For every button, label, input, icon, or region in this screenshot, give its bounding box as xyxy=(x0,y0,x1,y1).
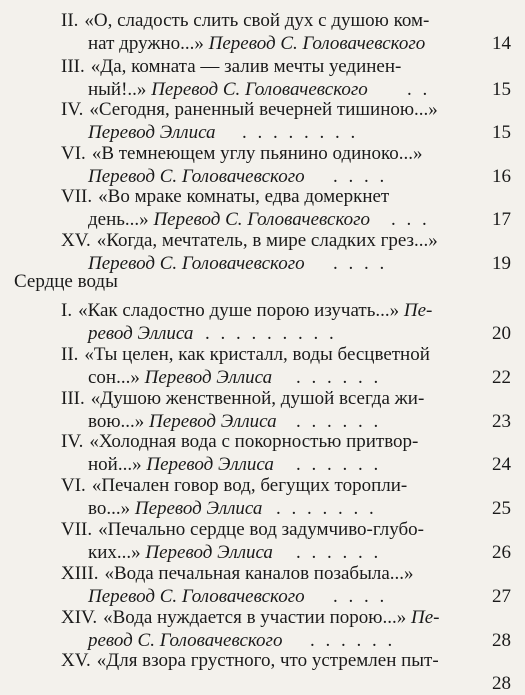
entry-page-number: 14 xyxy=(492,33,511,54)
entry-first-line xyxy=(61,475,407,497)
entry-first-line xyxy=(61,431,418,453)
entry-page-number: 25 xyxy=(492,498,511,519)
entry-translator: Перевод Эллиса xyxy=(134,498,263,519)
entry-number: VI. xyxy=(61,475,86,496)
entry-translator: Перевод Эллиса xyxy=(144,367,273,388)
entry-title-cont: нат дружно...» xyxy=(88,33,209,54)
entry-title-cont: вою...» xyxy=(88,411,150,432)
entry-translator: Перевод Эллиса xyxy=(88,122,216,143)
entry-first-line xyxy=(61,186,389,208)
entry-number: VII. xyxy=(61,186,93,207)
entry-number: VI. xyxy=(61,143,86,164)
leader-dots: . . . . . . xyxy=(296,367,379,388)
entry-page-number: 26 xyxy=(492,542,511,563)
entry-page-number: 27 xyxy=(492,586,511,607)
entry-first-line xyxy=(61,56,401,78)
leader-dots: . . . . xyxy=(333,253,385,274)
entry-translator: Перевод Эллиса xyxy=(149,411,277,432)
entry-second-line xyxy=(88,79,368,101)
leader-dots: . . . . . . . xyxy=(276,498,374,519)
entry-translator-start: Пе- xyxy=(410,607,440,628)
entry-page-number: 20 xyxy=(492,323,511,344)
entry-page-number: 19 xyxy=(492,253,511,274)
entry-number: XIV. xyxy=(61,607,98,628)
entry-number: I. xyxy=(61,300,73,321)
leader-dots: . . . . xyxy=(333,586,385,607)
entry-translator: ревод Эллиса xyxy=(88,323,194,344)
entry-title-line: «О, сладость слить свой дух с душою ком- xyxy=(84,10,430,31)
entry-number: II. xyxy=(61,344,79,365)
entry-title-line: «Холодная вода с покорностью притвор- xyxy=(89,431,419,452)
entry-number: IV. xyxy=(61,431,84,452)
entry-page-number: 28 xyxy=(492,630,511,651)
entry-title-line: «Для взора грустного, что устремлен пыт- xyxy=(96,650,439,671)
entry-number: III. xyxy=(61,388,85,409)
entry-title-cont: ный!..» xyxy=(88,79,152,100)
entry-number: XV. xyxy=(61,230,91,251)
entry-second-line xyxy=(88,630,282,652)
leader-dots: . . . . . . xyxy=(310,630,393,651)
entry-title-cont: во...» xyxy=(88,498,135,519)
entry-translator: Перевод С. Головачевского xyxy=(151,79,368,100)
entry-first-line xyxy=(61,344,430,366)
entry-page-number: 16 xyxy=(492,166,511,187)
entry-number: XIII. xyxy=(61,563,99,584)
entry-translator: Перевод С. Головачевского xyxy=(208,33,426,54)
entry-number: VII. xyxy=(61,519,93,540)
entry-second-line xyxy=(88,323,193,345)
entry-second-line xyxy=(88,33,425,55)
entry-title-line: «В темнеющем углу пьянино одиноко...» xyxy=(91,143,423,164)
entry-page-number: 15 xyxy=(492,79,511,100)
leader-dots: . . . . . . xyxy=(296,411,379,432)
entry-first-line xyxy=(61,143,423,165)
entry-second-line xyxy=(88,454,274,476)
entry-page-number: 22 xyxy=(492,367,511,388)
leader-dots: . . . . . . xyxy=(296,454,379,475)
entry-title-cont: день...» xyxy=(88,209,154,230)
entry-first-line xyxy=(61,563,414,585)
entry-number: IV. xyxy=(61,99,84,120)
entry-title-line: «Душою женственной, душой всегда жи- xyxy=(90,388,425,409)
entry-second-line xyxy=(88,209,370,231)
leader-dots: . . . . . . xyxy=(296,542,379,563)
leader-dots: . . . . . . . . xyxy=(242,122,356,143)
entry-first-line xyxy=(61,10,429,32)
entry-translator: Перевод С. Головачевского xyxy=(153,209,371,230)
entry-first-line xyxy=(61,99,438,121)
entry-title-line: «Печально сердце вод задумчиво-глубо- xyxy=(98,519,424,540)
entry-page-number: 15 xyxy=(492,122,511,143)
entry-title-cont: сон...» xyxy=(88,367,145,388)
entry-page-number: 17 xyxy=(492,209,511,230)
entry-number: II. xyxy=(61,10,79,31)
leader-dots: . . . . . . . . . xyxy=(205,323,334,344)
entry-second-line xyxy=(88,253,305,275)
leader-dots: . . . xyxy=(391,209,427,230)
entry-second-line xyxy=(88,166,305,188)
entry-first-line xyxy=(61,519,424,541)
entry-page-number: 24 xyxy=(492,454,511,475)
entry-translator: ревод С. Головачевского xyxy=(88,630,283,651)
entry-translator: Перевод С. Головачевского xyxy=(88,586,305,607)
entry-title-line: «Как сладостно душе порою изучать...» Пе- xyxy=(78,300,433,321)
entry-translator-start: Пе- xyxy=(403,300,433,321)
entry-second-line xyxy=(88,411,277,433)
entry-title-line: «Вода печальная каналов позабыла...» xyxy=(104,563,414,584)
entry-title-line: «Ты целен, как кристалл, воды бесцветной xyxy=(84,344,430,365)
entry-first-line xyxy=(61,607,439,629)
entry-title-line: «Сегодня, раненный вечерней тишиною...» xyxy=(89,99,438,120)
entry-title-cont: ной...» xyxy=(88,454,147,475)
entry-translator: Перевод Эллиса xyxy=(145,542,273,563)
leader-dots: . . . . xyxy=(333,166,385,187)
entry-title-line: «Во мраке комнаты, едва домеркнет xyxy=(98,186,390,207)
entry-translator: Перевод Эллиса xyxy=(146,454,274,475)
entry-first-line xyxy=(61,300,432,322)
leader-dots: . . xyxy=(407,79,428,100)
entry-second-line xyxy=(88,367,272,389)
entry-title-line: «Вода нуждается в участии порою...» Пе- xyxy=(103,607,440,628)
entry-second-line xyxy=(88,122,216,144)
entry-translator: Перевод С. Головачевского xyxy=(88,166,305,187)
entry-first-line xyxy=(61,388,424,410)
entry-second-line xyxy=(88,498,262,520)
entry-second-line xyxy=(88,586,305,608)
entry-second-line xyxy=(88,542,273,564)
entry-title-line: «Печален говор вод, бегущих торопли- xyxy=(91,475,408,496)
entry-page-number: 28 xyxy=(492,673,511,694)
entry-first-line xyxy=(61,230,438,252)
section-heading: Сердце воды xyxy=(14,271,118,292)
entry-number: III. xyxy=(61,56,85,77)
entry-number: XV. xyxy=(61,650,91,671)
entry-title-line: «Да, комната — залив мечты уединен- xyxy=(90,56,402,77)
entry-page-number: 23 xyxy=(492,411,511,432)
entry-first-line xyxy=(61,650,439,672)
entry-title-cont: ких...» xyxy=(88,542,146,563)
entry-title-line: «Когда, мечтатель, в мире сладких грез...» xyxy=(96,230,438,251)
entry-translator: Перевод С. Головачевского xyxy=(88,253,305,274)
